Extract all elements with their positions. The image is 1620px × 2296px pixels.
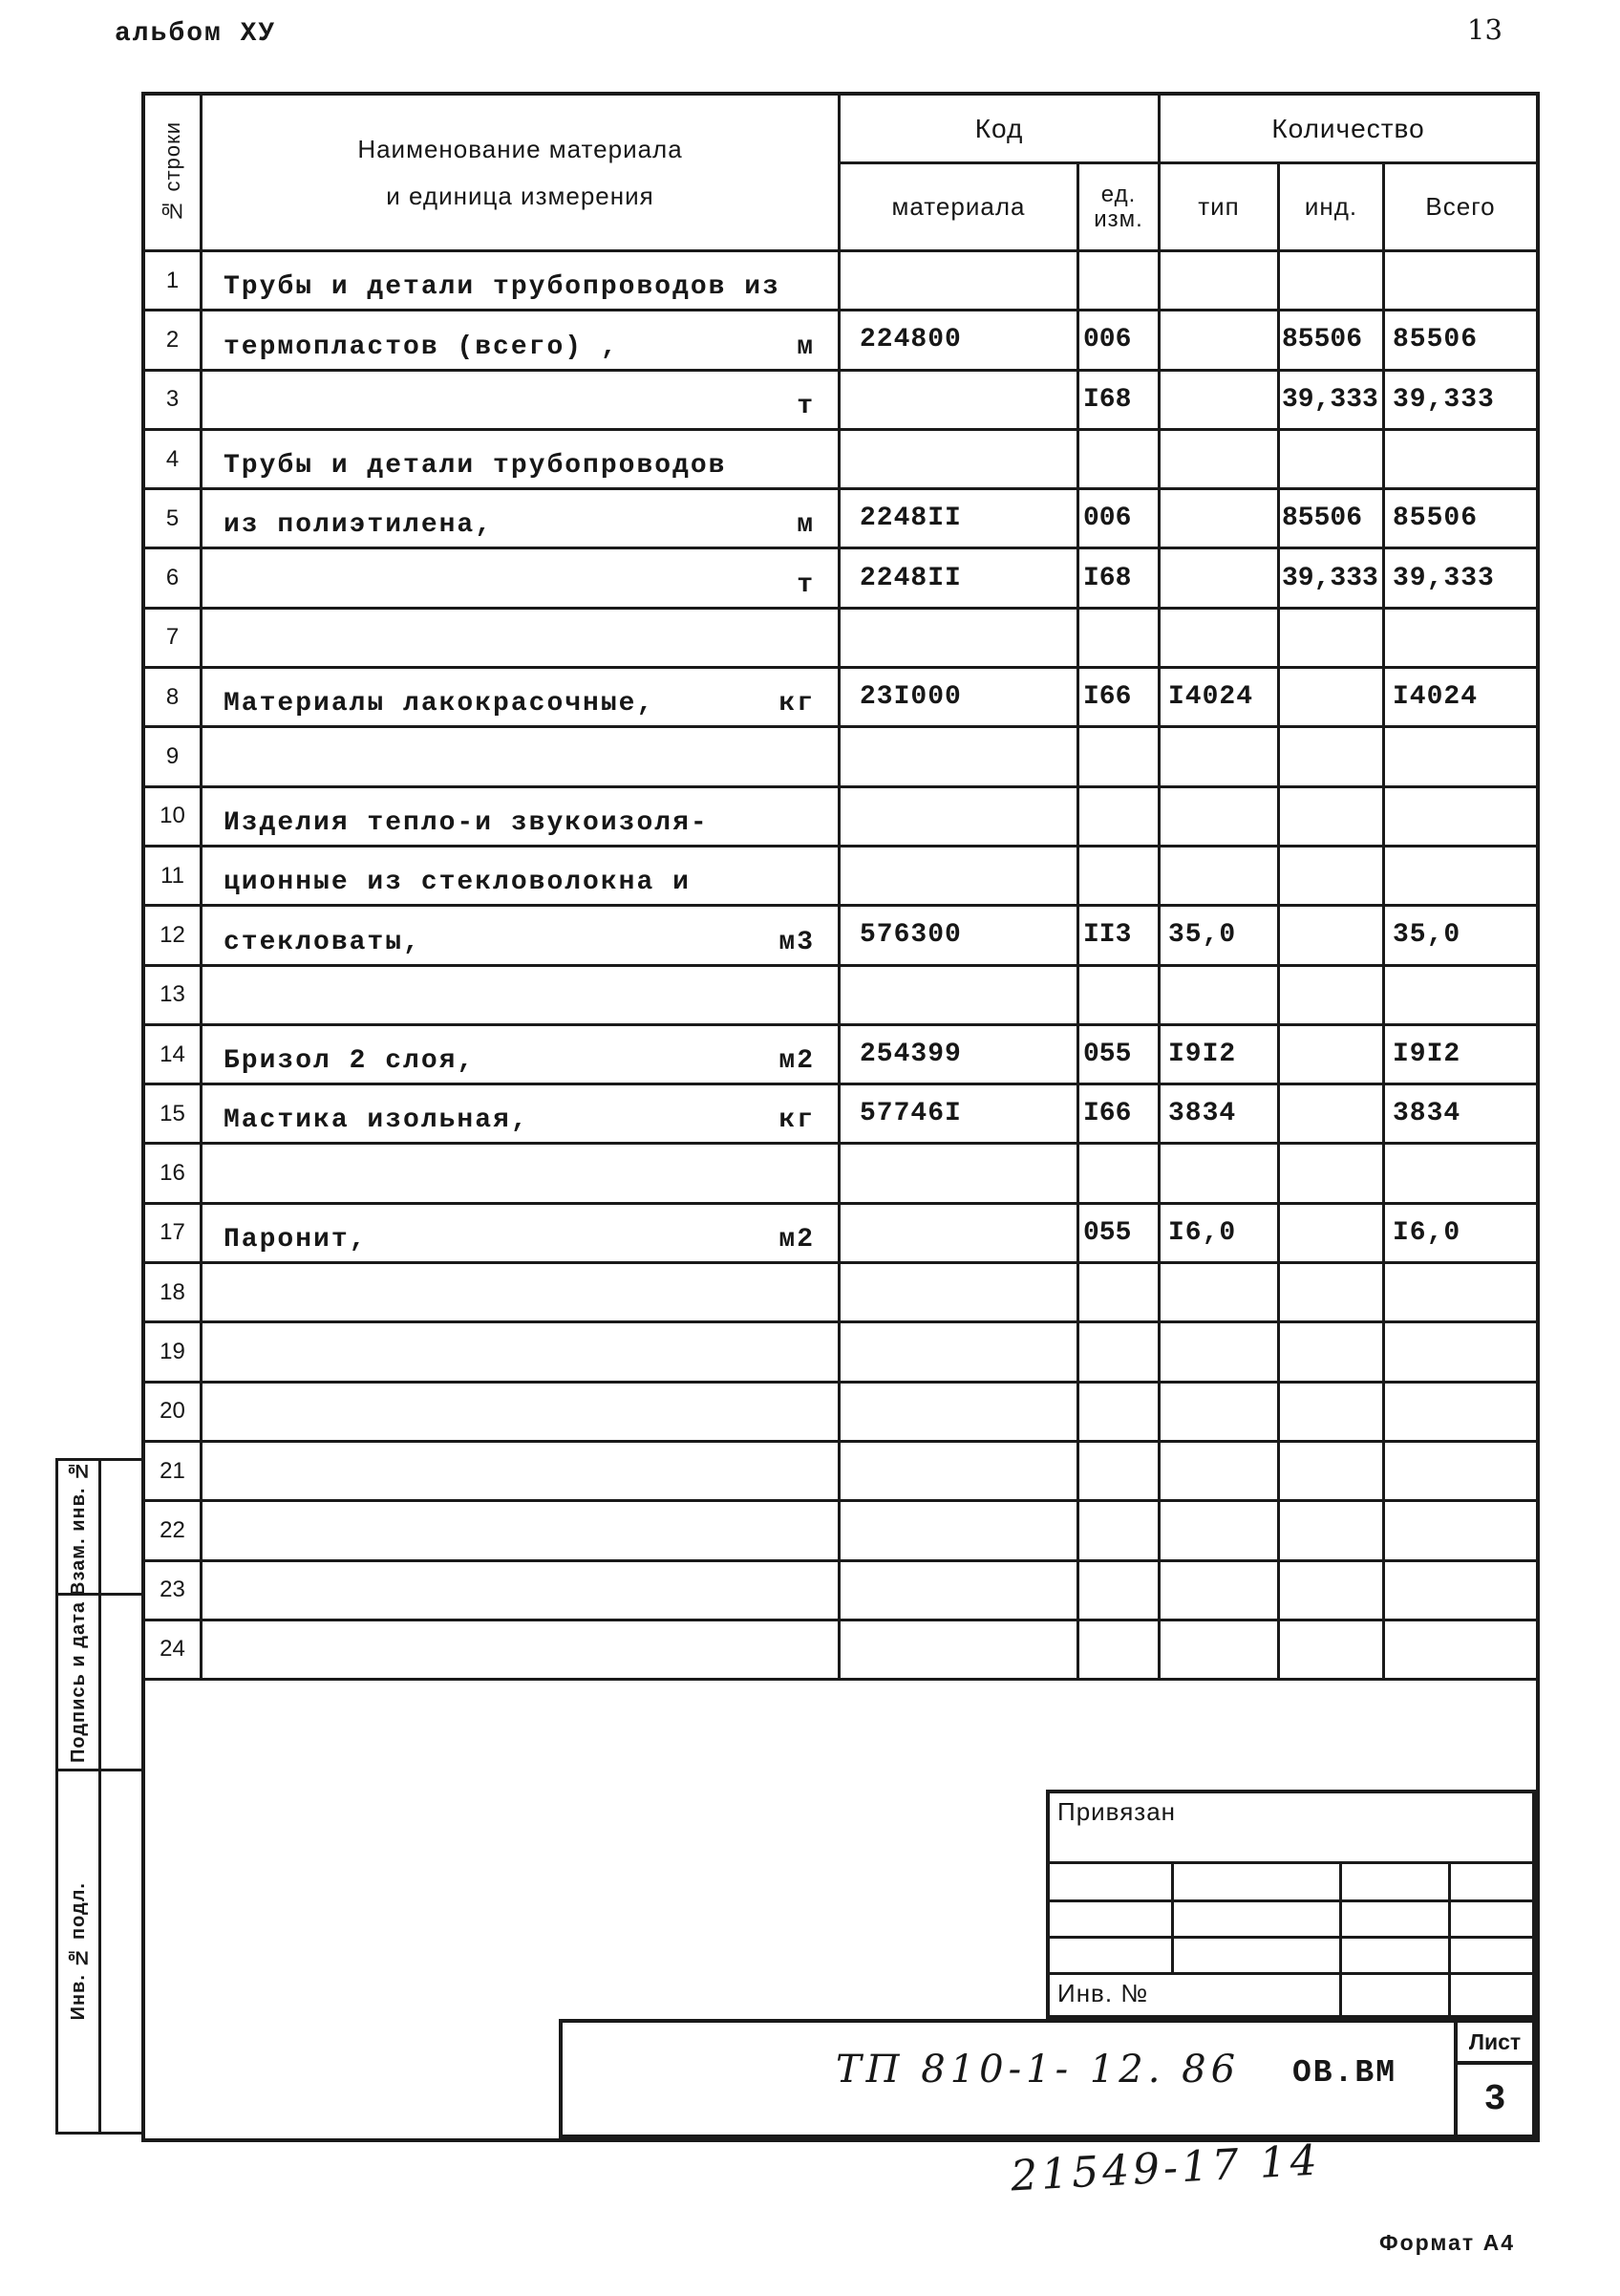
titleblock-cell	[1342, 1902, 1451, 1936]
row-number-cell: 22	[145, 1502, 202, 1561]
material-name-label-line1: Наименование материала	[357, 135, 683, 163]
row-number-cell: 20	[145, 1384, 202, 1443]
material-name-text: Паронит,	[224, 1225, 368, 1255]
ind-qty-cell: 39,333	[1280, 372, 1385, 431]
inv-no-label: Инв. №	[1050, 1975, 1342, 2015]
total-qty-cell	[1385, 788, 1536, 848]
code-cell	[841, 1145, 1079, 1204]
privyazan-row	[1050, 1793, 1532, 1864]
material-name-text: из полиэтилена,	[224, 510, 494, 541]
material-unit-text: м3	[778, 927, 815, 957]
total-qty-cell	[1385, 1264, 1536, 1323]
code-cell	[841, 431, 1079, 490]
podpis-data-label: Подпись и дата	[67, 1601, 89, 1763]
col-header-ind	[1280, 164, 1385, 252]
titleblock-cell	[1174, 1902, 1342, 1936]
col-header-unit	[1079, 164, 1161, 252]
titleblock-grid-row	[1050, 1864, 1532, 1902]
row-number-cell: 17	[145, 1205, 202, 1264]
ind-qty-cell: 39,333	[1280, 549, 1385, 609]
material-name-cell	[202, 1145, 841, 1204]
format-label: Формат А4	[1379, 2230, 1515, 2255]
code-cell	[841, 1384, 1079, 1443]
code-cell	[841, 848, 1079, 907]
code-cell	[841, 252, 1079, 311]
total-label: Всего	[1425, 192, 1496, 222]
ind-qty-cell	[1280, 1264, 1385, 1323]
type-qty-cell	[1161, 967, 1280, 1026]
total-qty-cell	[1385, 252, 1536, 311]
ind-qty-cell	[1280, 431, 1385, 490]
row-number-cell: 5	[145, 490, 202, 549]
row-number-cell: 12	[145, 907, 202, 966]
material-name-cell	[202, 1264, 841, 1323]
ind-qty-cell	[1280, 1384, 1385, 1443]
total-qty-cell	[1385, 1384, 1536, 1443]
unit-code-cell	[1079, 610, 1161, 669]
material-name-cell	[202, 848, 841, 907]
col-header-code-group	[841, 96, 1161, 164]
total-qty-cell: 35,0	[1385, 907, 1536, 966]
material-name-cell	[202, 669, 841, 728]
material-name-text: Трубы и детали трубопроводов из	[224, 272, 780, 303]
unit-code-cell	[1079, 1621, 1161, 1681]
binding-title-block	[1046, 1790, 1536, 2019]
materials-table	[145, 96, 1536, 1681]
type-qty-cell: 3834	[1161, 1085, 1280, 1145]
ind-qty-cell	[1280, 848, 1385, 907]
material-name-cell	[202, 610, 841, 669]
type-qty-cell: I4024	[1161, 669, 1280, 728]
material-unit-text: кг	[778, 689, 815, 719]
album-label: альбом ХУ	[115, 19, 277, 49]
row-number-cell: 14	[145, 1026, 202, 1085]
total-qty-cell: 85506	[1385, 311, 1536, 371]
inv-podl-label: Инв. № подл.	[67, 1882, 89, 2021]
material-unit-text: м2	[778, 1225, 815, 1255]
total-qty-cell	[1385, 1443, 1536, 1502]
unit-code-cell	[1079, 1145, 1161, 1204]
material-name-cell	[202, 1085, 841, 1145]
code-cell: 224800	[841, 311, 1079, 371]
type-qty-cell	[1161, 848, 1280, 907]
code-cell	[841, 1443, 1079, 1502]
col-header-quantity-group	[1161, 96, 1536, 164]
ind-qty-cell: 85506	[1280, 311, 1385, 371]
row-number-cell: 1	[145, 252, 202, 311]
vzam-inv-label-cell	[58, 1458, 101, 1596]
inv-podl-label-cell	[58, 1771, 101, 2132]
total-qty-cell	[1385, 848, 1536, 907]
unit-label-line1: ед.	[1100, 182, 1137, 208]
code-cell	[841, 1205, 1079, 1264]
type-qty-cell	[1161, 490, 1280, 549]
code-cell: 576300	[841, 907, 1079, 966]
unit-code-cell	[1079, 1264, 1161, 1323]
total-qty-cell	[1385, 431, 1536, 490]
row-number-cell: 23	[145, 1562, 202, 1621]
col-header-total	[1385, 164, 1536, 252]
ind-qty-cell	[1280, 1502, 1385, 1561]
unit-code-cell: I66	[1079, 669, 1161, 728]
row-number-cell: 9	[145, 728, 202, 787]
total-qty-cell	[1385, 1145, 1536, 1204]
type-qty-cell	[1161, 610, 1280, 669]
privyazan-label: Привязан	[1057, 1797, 1177, 1826]
titleblock-cell	[1342, 1939, 1451, 1972]
code-cell: 254399	[841, 1026, 1079, 1085]
titleblock-cell	[1174, 1864, 1342, 1899]
inv-no-row	[1050, 1975, 1532, 2015]
code-group-label: Код	[974, 114, 1024, 143]
unit-label-line2: изм.	[1094, 205, 1143, 232]
code-cell	[841, 967, 1079, 1026]
total-qty-cell: I4024	[1385, 669, 1536, 728]
type-qty-cell	[1161, 372, 1280, 431]
unit-code-cell: I68	[1079, 549, 1161, 609]
type-qty-cell	[1161, 311, 1280, 371]
podpis-data-label-cell	[58, 1596, 101, 1769]
total-qty-cell	[1385, 728, 1536, 787]
material-name-cell	[202, 1443, 841, 1502]
unit-code-cell	[1079, 1384, 1161, 1443]
document-code: ОВ.ВМ	[1292, 2055, 1397, 2091]
ind-qty-cell	[1280, 252, 1385, 311]
code-cell: 2248II	[841, 490, 1079, 549]
titleblock-grid-row	[1050, 1939, 1532, 1975]
drawing-frame	[141, 92, 1540, 2142]
material-name-cell	[202, 788, 841, 848]
material-name-cell	[202, 728, 841, 787]
unit-code-cell	[1079, 431, 1161, 490]
total-qty-cell: 85506	[1385, 490, 1536, 549]
material-name-text: Изделия тепло-и звукоизоля-	[224, 807, 709, 838]
material-name-text: Мастика изольная,	[224, 1105, 529, 1136]
type-qty-cell	[1161, 1145, 1280, 1204]
stamp-block	[559, 2019, 1536, 2138]
row-number-cell: 11	[145, 848, 202, 907]
ind-qty-cell	[1280, 967, 1385, 1026]
code-cell	[841, 1562, 1079, 1621]
titleblock-cell	[1451, 1939, 1532, 1972]
total-qty-cell	[1385, 1502, 1536, 1561]
inv-podl-box	[55, 1769, 145, 2135]
material-name-cell	[202, 907, 841, 966]
type-qty-cell	[1161, 431, 1280, 490]
empty-cell	[101, 1461, 142, 1593]
row-number-cell: 19	[145, 1323, 202, 1383]
material-unit-text: т	[797, 391, 815, 421]
ind-qty-cell	[1280, 1085, 1385, 1145]
material-name-cell	[202, 549, 841, 609]
total-qty-cell: I6,0	[1385, 1205, 1536, 1264]
row-number-cell: 3	[145, 372, 202, 431]
vzam-inv-box	[55, 1458, 145, 1596]
total-qty-cell: 3834	[1385, 1085, 1536, 1145]
ind-qty-cell	[1280, 728, 1385, 787]
type-qty-cell: 35,0	[1161, 907, 1280, 966]
code-cell: 23I000	[841, 669, 1079, 728]
material-unit-text: кг	[778, 1105, 815, 1136]
type-qty-cell	[1161, 728, 1280, 787]
type-qty-cell	[1161, 1562, 1280, 1621]
material-name-cell	[202, 311, 841, 371]
code-cell	[841, 1264, 1079, 1323]
code-cell: 2248II	[841, 549, 1079, 609]
ind-qty-cell	[1280, 1621, 1385, 1681]
unit-code-cell: 006	[1079, 490, 1161, 549]
total-qty-cell	[1385, 1621, 1536, 1681]
unit-code-cell	[1079, 252, 1161, 311]
document-number: ТП 810-1- 12. 86	[836, 2048, 1241, 2092]
material-name-text: Бризол 2 слоя,	[224, 1046, 476, 1077]
titleblock-cell	[1451, 1902, 1532, 1936]
material-name-text: ционные из стекловолокна и	[224, 868, 691, 898]
row-number-cell: 13	[145, 967, 202, 1026]
ind-qty-cell	[1280, 907, 1385, 966]
titleblock-cell	[1050, 1902, 1174, 1936]
type-qty-cell	[1161, 1502, 1280, 1561]
ind-qty-cell	[1280, 1145, 1385, 1204]
empty-cell	[101, 1771, 142, 2132]
material-unit-text: м2	[778, 1046, 815, 1077]
total-qty-cell: 39,333	[1385, 549, 1536, 609]
material-name-cell	[202, 1323, 841, 1383]
row-number-label: № строки	[160, 121, 184, 224]
ind-qty-cell	[1280, 1026, 1385, 1085]
material-name-cell	[202, 1384, 841, 1443]
material-name-cell	[202, 1562, 841, 1621]
code-cell	[841, 728, 1079, 787]
titleblock-cell	[1050, 1864, 1174, 1899]
titleblock-cell	[1050, 1939, 1174, 1972]
unit-code-cell	[1079, 1443, 1161, 1502]
titleblock-cell	[1451, 1864, 1532, 1899]
material-name-cell	[202, 967, 841, 1026]
material-name-text: термопластов (всего) ,	[224, 332, 619, 362]
titleblock-cell	[1342, 1975, 1451, 2015]
unit-code-cell: 055	[1079, 1026, 1161, 1085]
row-number-cell: 15	[145, 1085, 202, 1145]
ind-qty-cell	[1280, 788, 1385, 848]
type-qty-cell	[1161, 1323, 1280, 1383]
type-qty-cell	[1161, 788, 1280, 848]
total-qty-cell	[1385, 1562, 1536, 1621]
code-cell: 57746I	[841, 1085, 1079, 1145]
unit-code-cell: 006	[1079, 311, 1161, 371]
unit-code-cell: I68	[1079, 372, 1161, 431]
col-header-row-number	[145, 96, 202, 252]
material-name-text: Материалы лакокрасочные,	[224, 689, 655, 719]
material-name-cell	[202, 1502, 841, 1561]
titleblock-cell	[1342, 1864, 1451, 1899]
unit-code-cell: 055	[1079, 1205, 1161, 1264]
row-number-cell: 2	[145, 311, 202, 371]
titleblock-cell	[1451, 1975, 1532, 2015]
type-label: тип	[1198, 192, 1240, 222]
material-name-cell	[202, 252, 841, 311]
left-margin-stack	[55, 1458, 145, 2135]
stamp-main-area	[563, 2023, 1458, 2135]
sheet-number: 3	[1483, 2079, 1506, 2120]
material-unit-text: м	[797, 332, 815, 362]
total-qty-cell	[1385, 610, 1536, 669]
material-name-text: стекловаты,	[224, 927, 421, 957]
type-qty-cell	[1161, 1264, 1280, 1323]
material-name-label-line2: и единица измерения	[386, 181, 654, 210]
unit-code-cell	[1079, 848, 1161, 907]
material-name-cell	[202, 490, 841, 549]
row-number-cell: 7	[145, 610, 202, 669]
ind-qty-cell	[1280, 1443, 1385, 1502]
total-qty-cell: 39,333	[1385, 372, 1536, 431]
ind-qty-cell	[1280, 669, 1385, 728]
code-cell	[841, 788, 1079, 848]
total-qty-cell: I9I2	[1385, 1026, 1536, 1085]
material-name-cell	[202, 1205, 841, 1264]
ind-qty-cell: 85506	[1280, 490, 1385, 549]
page-number: 13	[1467, 13, 1503, 46]
unit-code-cell	[1079, 1323, 1161, 1383]
type-qty-cell: I6,0	[1161, 1205, 1280, 1264]
code-cell	[841, 1323, 1079, 1383]
row-number-cell: 24	[145, 1621, 202, 1681]
row-number-cell: 18	[145, 1264, 202, 1323]
total-qty-cell	[1385, 967, 1536, 1026]
ind-qty-cell	[1280, 1205, 1385, 1264]
row-number-cell: 6	[145, 549, 202, 609]
row-number-cell: 10	[145, 788, 202, 848]
code-cell	[841, 610, 1079, 669]
material-name-cell	[202, 372, 841, 431]
type-qty-cell	[1161, 1621, 1280, 1681]
material-name-cell	[202, 431, 841, 490]
material-name-text: Трубы и детали трубопроводов	[224, 451, 727, 482]
podpis-data-box	[55, 1593, 145, 1771]
sheet-number-box	[1458, 2023, 1532, 2135]
unit-code-cell: II3	[1079, 907, 1161, 966]
type-qty-cell	[1161, 1443, 1280, 1502]
type-qty-cell	[1161, 252, 1280, 311]
row-number-cell: 21	[145, 1443, 202, 1502]
col-header-code-material	[841, 164, 1079, 252]
row-number-cell: 8	[145, 669, 202, 728]
code-cell	[841, 1502, 1079, 1561]
material-unit-text: м	[797, 510, 815, 541]
ind-qty-cell	[1280, 1562, 1385, 1621]
material-name-cell	[202, 1026, 841, 1085]
type-qty-cell	[1161, 1384, 1280, 1443]
ind-label: инд.	[1304, 192, 1358, 222]
ind-qty-cell	[1280, 1323, 1385, 1383]
empty-cell	[101, 1596, 142, 1769]
vzam-inv-label: Взам. инв. №	[67, 1458, 89, 1596]
code-cell	[841, 372, 1079, 431]
titleblock-cell	[1174, 1939, 1342, 1972]
material-name-cell	[202, 1621, 841, 1681]
col-header-material-name	[202, 96, 841, 252]
unit-code-cell	[1079, 728, 1161, 787]
material-unit-text: т	[797, 569, 815, 600]
col-header-type	[1161, 164, 1280, 252]
unit-code-cell	[1079, 1502, 1161, 1561]
type-qty-cell	[1161, 549, 1280, 609]
unit-code-cell	[1079, 1562, 1161, 1621]
total-qty-cell	[1385, 1323, 1536, 1383]
row-number-cell: 4	[145, 431, 202, 490]
unit-code-cell	[1079, 788, 1161, 848]
quantity-group-label: Количество	[1271, 114, 1425, 143]
code-material-label: материала	[891, 192, 1026, 222]
ind-qty-cell	[1280, 610, 1385, 669]
type-qty-cell: I9I2	[1161, 1026, 1280, 1085]
handwritten-number: 21549-17 14	[1009, 2135, 1322, 2201]
unit-code-cell	[1079, 967, 1161, 1026]
sheet-label: Лист	[1458, 2023, 1532, 2065]
unit-code-cell: I66	[1079, 1085, 1161, 1145]
row-number-cell: 16	[145, 1145, 202, 1204]
titleblock-grid-row	[1050, 1902, 1532, 1939]
code-cell	[841, 1621, 1079, 1681]
